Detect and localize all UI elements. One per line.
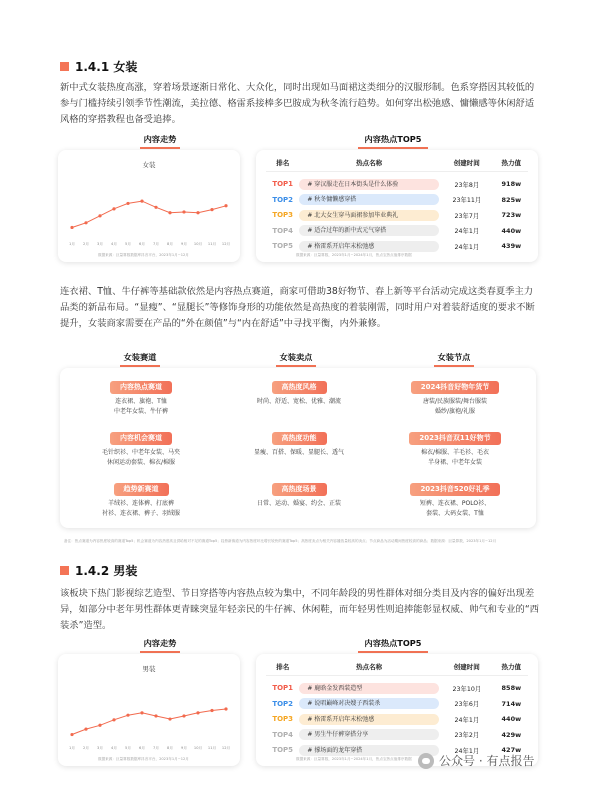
data-point: [70, 733, 73, 736]
data-point: [112, 718, 115, 721]
created-date: 23年7月: [454, 212, 480, 220]
trend-label: 内容走势: [120, 134, 200, 149]
heat-value: 714w: [501, 699, 522, 708]
data-point: [224, 707, 227, 710]
insight-text: 羊绒衫、连体裤、打底裤 衬衫、连衣裙、裤子、羽绒服: [101, 500, 180, 517]
x-tick-label: 8月: [167, 242, 173, 246]
x-tick-label: 12月: [221, 746, 231, 750]
topic-pill: # 鹿晗金发西装造型: [299, 683, 439, 694]
data-point: [196, 711, 199, 714]
table-header: [266, 662, 528, 676]
column-header: 排名: [276, 663, 290, 671]
created-date: 24年1月: [454, 243, 480, 251]
data-point: [126, 714, 129, 717]
table-source: 数据来源：巨量算数，2023年1月~2024年1月，热点宝热点值排序数据: [296, 757, 412, 761]
x-tick-label: 11月: [207, 746, 217, 750]
heat-value: 439w: [501, 242, 522, 250]
x-tick-label: 8月: [167, 746, 173, 750]
table-row: [266, 711, 528, 727]
table-row: [266, 727, 528, 743]
menswear-intro: 该板块下热门影视综艺造型、节日穿搭等内容热点较为集中，不同年龄段的男性群体对细分类目及内容的偏好出现差异，如部分中老年男性群体更青睐突显年轻亲民的牛仔裤、休闲鞋，而年轻男性则追捧能彰显权威、帅气和专业的“西装杀”造型。: [60, 588, 539, 631]
insight-text: 唐装/民族服装/舞台服装 婚纱/旗袍/礼服: [422, 398, 488, 415]
topic-pill: # 秋冬慵懒感穿搭: [299, 194, 439, 205]
topic-pill: # 格雷系开启年末松弛感: [299, 714, 439, 725]
x-tick-label: 12月: [221, 242, 231, 246]
section-title: 1.4.2 男装: [75, 564, 138, 578]
data-point: [182, 714, 185, 717]
column-header: 创建时间: [453, 663, 480, 671]
insight-tag: 趋势新赛道: [114, 483, 169, 496]
x-tick-label: 1月: [69, 242, 75, 246]
rank-label: TOP3: [272, 211, 294, 219]
heat-value: 858w: [501, 684, 522, 692]
table-row: [266, 680, 528, 696]
column-header: 排名: [276, 159, 290, 167]
insight-text: 毛针织衫、中老年女装、马夹 休闲运动套装、棉衣/棉服: [101, 449, 180, 466]
x-tick-label: 10月: [193, 746, 203, 750]
x-tick-label: 11月: [207, 242, 217, 246]
rank-label: TOP1: [272, 684, 294, 692]
table-header: [266, 158, 528, 172]
section-header-menswear: [60, 562, 137, 579]
watermark-text: 公众号 · 有点报告: [439, 754, 535, 768]
x-tick-label: 10月: [193, 242, 203, 246]
chart-title: 男装: [142, 665, 156, 673]
x-tick-label: 2月: [83, 746, 89, 750]
grid-column: [226, 374, 372, 527]
top5-table-menswear: [256, 654, 538, 766]
insight-tag: 高热度场景: [272, 483, 327, 496]
created-date: 23年10月: [452, 685, 482, 693]
x-tick-label: 5月: [125, 242, 131, 246]
x-tick-label: 6月: [139, 242, 145, 246]
data-point: [224, 204, 227, 207]
data-point: [126, 202, 129, 205]
line-chart: [58, 150, 240, 262]
insight-tag: 内容热点赛道: [110, 381, 172, 394]
insight-tag: 2023抖音双11好物节: [409, 432, 500, 445]
data-point: [168, 211, 171, 214]
created-date: 24年1月: [454, 747, 480, 755]
x-tick-label: 9月: [181, 746, 187, 750]
rank-label: TOP3: [272, 715, 294, 723]
watermark: [418, 752, 534, 769]
created-date: 23年8月: [454, 181, 480, 189]
rank-label: TOP1: [272, 180, 294, 188]
section-marker-icon: [60, 566, 69, 575]
table-row: [266, 238, 528, 254]
created-date: 23年11月: [452, 197, 482, 204]
created-date: 24年1月: [454, 716, 480, 724]
created-date: 24年1月: [454, 228, 480, 235]
data-point: [210, 709, 213, 712]
insight-text: 时尚、舒适、宽松、优雅、潮流: [256, 398, 341, 405]
column-header: 热点名称: [356, 159, 383, 167]
column-header: 热力值: [501, 159, 522, 167]
heat-value: 723w: [501, 211, 522, 219]
heat-value: 440w: [501, 226, 522, 235]
topic-pill: # 格雷系开启年末松弛感: [299, 241, 439, 252]
insight-tag: 高热度风格: [272, 381, 327, 394]
insight-tag: 2024抖音好物年货节: [411, 381, 499, 394]
middle-paragraph: 连衣裙、T恤、牛仔裤等基础款依然是内容热点赛道，商家可借助38好物节、春上新等平台活动完成这类春夏季主力品类的新品布局。“显瘦”、“显腿长”等修饰身形的功能依然是高热度的着装刚需，同时用户对着装舒适度的要求不断提升，女装商家需要在产品的“外在颜值”与“内在舒适”中寻找平衡，内外兼修。: [60, 286, 535, 329]
x-tick-label: 3月: [97, 746, 103, 750]
heat-value: 440w: [501, 715, 522, 723]
topic-pill: # 说唱巅峰对决嫂子西装杀: [299, 698, 439, 709]
grid-label-track: 女装赛道: [100, 352, 180, 367]
data-point: [154, 714, 157, 717]
chart-title: 女装: [142, 161, 156, 169]
grid-footnote: 备注：热点赛道为内容热度较高的赛道Top5；机会赛道为内容热度高且供给相对不足的赛道Top5；趋势新赛道为内容热度环比增长较快的赛道Top5；高热度卖点为相关内容播放量较高的卖点；节点商品为活动期间热度较高的商品；数据来源：巨量算数，2023年1月~12月: [64, 539, 497, 543]
insight-text: 显瘦、百搭、保暖、显腿长、透气: [253, 449, 344, 456]
top5-label: 内容热点TOP5: [338, 134, 448, 149]
table-row: [266, 192, 528, 208]
chart-source: 数据来源：巨量算数数据库抖音平台，2023年1月~12月: [98, 757, 189, 761]
data-point: [168, 717, 171, 720]
wechat-icon: [418, 753, 434, 769]
data-point: [140, 711, 143, 714]
topic-pill: # 穿汉服走在日本街头是什么体验: [299, 179, 439, 190]
line-chart: [58, 654, 240, 766]
data-point: [70, 226, 73, 229]
table-source: 数据来源：巨量算数，2023年1月~2024年1月，热点宝热点值排序数据: [296, 253, 412, 257]
insight-text: 短裤、连衣裙、POLO衫、 套装、大码女装、T恤: [419, 500, 491, 517]
data-point: [182, 210, 185, 213]
series-line: [72, 201, 226, 227]
x-tick-label: 3月: [97, 242, 103, 246]
trend-chart-menswear: [58, 654, 240, 766]
created-date: 23年6月: [454, 701, 480, 708]
column-header: 创建时间: [453, 159, 480, 167]
x-tick-label: 7月: [153, 242, 159, 246]
grid-column: [382, 374, 528, 527]
topic-pill: # 撑场面的龙年穿搭: [299, 745, 439, 756]
section-header-womenswear: [60, 58, 137, 75]
data-point: [84, 728, 87, 731]
section-marker-icon: [60, 62, 69, 71]
rank-label: TOP2: [272, 195, 294, 204]
data-point: [84, 221, 87, 224]
heat-value: 427w: [501, 746, 522, 754]
table-row: [266, 696, 528, 712]
x-tick-label: 7月: [153, 746, 159, 750]
column-header: 热力值: [501, 663, 522, 671]
topic-pill: # 男生牛仔裤穿搭分享: [299, 729, 439, 740]
x-tick-label: 4月: [111, 746, 117, 750]
rank-label: TOP5: [272, 746, 294, 754]
insight-text: 棉衣/棉服、羊毛衫、毛衣 半身裙、中老年女装: [420, 449, 490, 466]
x-tick-label: 5月: [125, 746, 131, 750]
data-point: [210, 208, 213, 211]
table-row: [266, 223, 528, 239]
x-tick-label: 6月: [139, 746, 145, 750]
insight-text: 日常、运动、婚宴、约会、正装: [256, 500, 341, 507]
insight-tag: 内容机会赛道: [110, 432, 172, 445]
column-header: 热点名称: [356, 663, 383, 671]
rank-label: TOP4: [272, 226, 294, 235]
grid-column: [68, 374, 214, 527]
x-tick-label: 9月: [181, 242, 187, 246]
grid-label-node: 女装节点: [414, 352, 494, 367]
data-point: [140, 200, 143, 203]
x-tick-label: 2月: [83, 242, 89, 246]
top5-label: 内容热点TOP5: [338, 638, 448, 653]
rank-label: TOP4: [272, 730, 294, 739]
grid-label-selling: 女装卖点: [256, 352, 336, 367]
heat-value: 918w: [501, 180, 522, 188]
rank-label: TOP5: [272, 242, 294, 250]
x-tick-label: 4月: [111, 242, 117, 246]
table-row: [266, 207, 528, 223]
topic-pill: # 适合过年的新中式元气穿搭: [299, 225, 439, 236]
trend-label: 内容走势: [120, 638, 200, 653]
heat-value: 825w: [501, 195, 522, 204]
table-row: [266, 176, 528, 192]
data-point: [98, 724, 101, 727]
insight-tag: 高热度功能: [272, 432, 327, 445]
insight-text: 连衣裙、旗袍、T恤 中老年女装、牛仔裤: [113, 398, 168, 415]
x-tick-label: 1月: [69, 746, 75, 750]
womenswear-intro: 新中式女装热度高涨，穿着场景逐渐日常化、大众化，同时出现如马面裙这类细分的汉服形制。色系穿搭因其较低的参与门槛持续引领季节性潮流，美拉德、格雷系接棒多巴胺成为秋冬流行趋势。如何穿出松弛感、慵懒感等休闲舒适风格的穿搭教程也备受追捧。: [60, 82, 535, 125]
data-point: [154, 206, 157, 209]
section-title: 1.4.1 女装: [75, 60, 138, 74]
trend-chart-womenswear: [58, 150, 240, 262]
series-line: [72, 709, 226, 735]
rank-label: TOP2: [272, 699, 294, 708]
topic-pill: # 北大女生穿马面裙参加毕业典礼: [299, 210, 439, 221]
data-point: [196, 211, 199, 214]
created-date: 23年2月: [454, 732, 480, 739]
chart-source: 数据来源：巨量算数数据库抖音平台，2023年1月~12月: [98, 253, 189, 257]
insight-tag: 2023抖音520好礼季: [410, 483, 499, 496]
womenswear-insight-grid: [60, 368, 536, 528]
data-point: [98, 214, 101, 217]
heat-value: 429w: [501, 730, 522, 739]
top5-table-womenswear: [256, 150, 538, 262]
data-point: [112, 207, 115, 210]
